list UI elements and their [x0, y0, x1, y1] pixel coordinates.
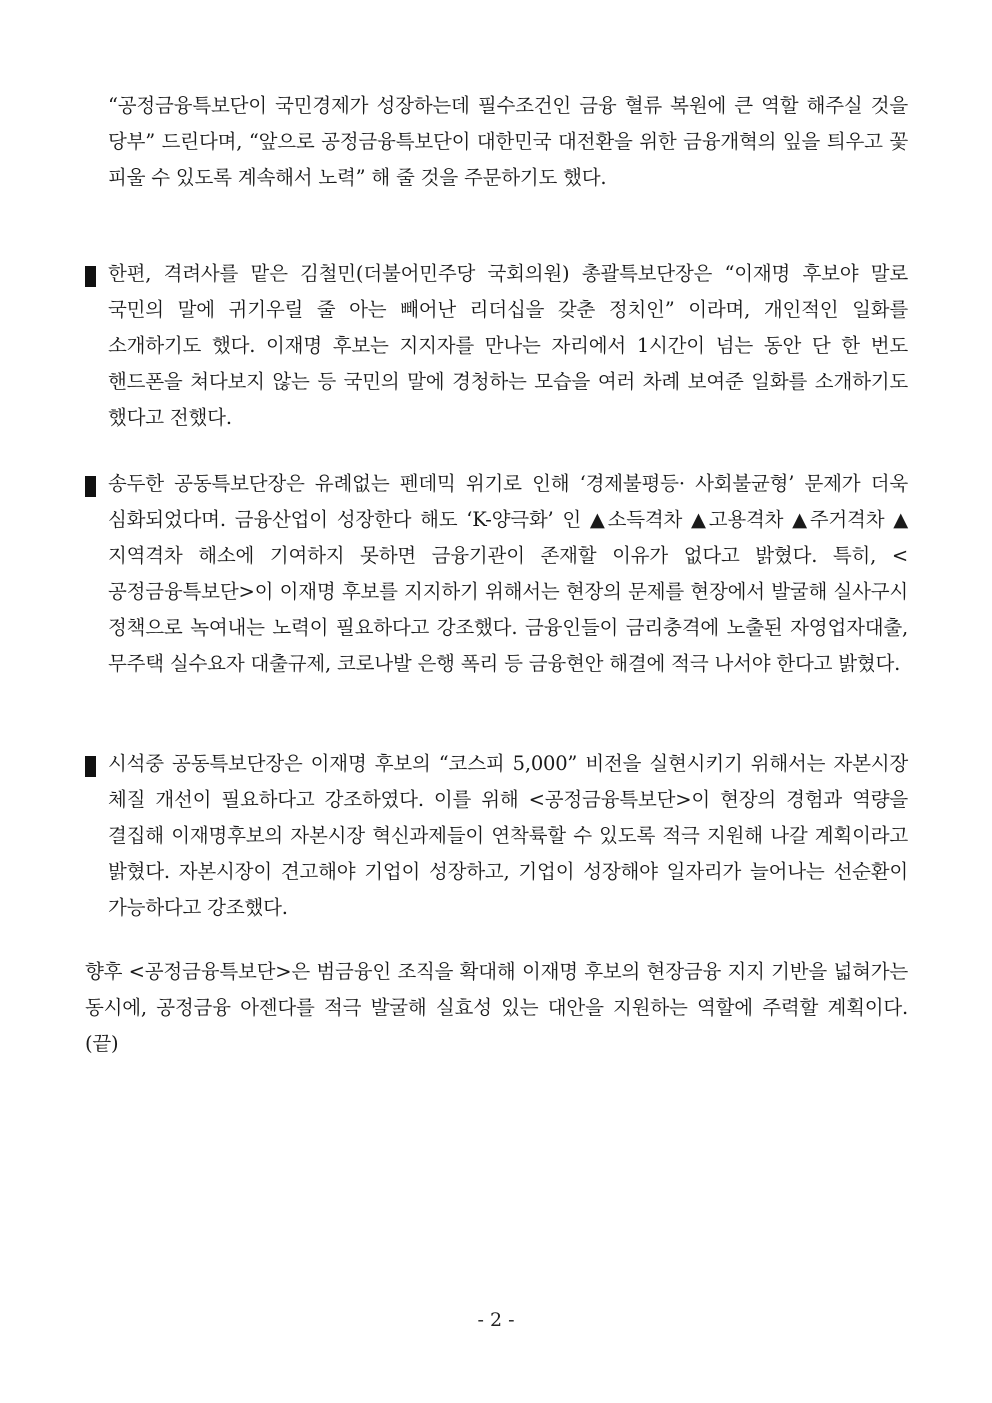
paragraph-song-duhan: 송두한 공동특보단장은 유례없는 펜데믹 위기로 인해 ‘경제불평등· 사회불균형’ 문제가 더욱 심화되었다며. 금융산업이 성장한다 해도 ‘K-양극화’ 인 ▲소득격차 ▲고용격차 ▲주거격차 ▲지역격차 해소에 기여하지 못하면 금융기관이 존재할 이유가 없다고 밝혔다. 특히, <공정금융특보단>이 이재명 후보를 지지하기 위해서는 현장의 문제를 현장에서 발굴해 실사구시 정책으로 녹여내는 노력이 필요하다고 강조했다. 금융인들이 금리충격에 노출된 자영업자대출, 무주택 실수요자 대출규제, 코로나발 은행 폭리 등 금융현안 해결에 적극 나서야 한다고 밝혔다. [108, 472, 908, 675]
paragraph-si-seokjung: 시석중 공동특보단장은 이재명 후보의 “코스피 5,000” 비전을 실현시키기 위해서는 자본시장 체질 개선이 필요하다고 강조하였다. 이를 위해 <공정금융특보단>이 현장의 경험과 역량을 결집해 이재명후보의 자본시장 혁신과제들이 연착륙할 수 있도록 적극 지원해 나갈 계획이라고 밝혔다. 자본시장이 견고해야 기업이 성장하고, 기업이 성장해야 일자리가 늘어나는 선순환이 가능하다고 강조했다. [108, 752, 908, 919]
square-bullet-icon [85, 756, 96, 777]
paragraph-kim-cheolmin: 한편, 격려사를 맡은 김철민(더불어민주당 국회의원) 총괄특보단장은 “이재명 후보야 말로 국민의 말에 귀기우릴 줄 아는 빼어난 리더십을 갖춘 정치인” 이라며, 개인적인 일화를 소개하기도 했다. 이재명 후보는 지지자를 만나는 자리에서 1시간이 넘는 동안 단 한 번도 핸드폰을 쳐다보지 않는 등 국민의 말에 경청하는 모습을 여러 차례 보여준 일화를 소개하기도 했다고 전했다. [108, 262, 908, 429]
square-bullet-icon [85, 476, 96, 497]
paragraph-future-plan: 향후 <공정금융특보단>은 범금융인 조직을 확대해 이재명 후보의 현장금융 지지 기반을 넓혀가는 동시에, 공정금융 아젠다를 적극 발굴해 실효성 있는 대안을 지원하는 역할에 주력할 계획이다. (끝) [85, 960, 908, 1055]
paragraph-quote-closing: “공정금융특보단이 국민경제가 성장하는데 필수조건인 금융 혈류 복원에 큰 역할 해주실 것을 당부” 드린다며, “앞으로 공정금융특보단이 대한민국 대전환을 위한 금융개혁의 잎을 틔우고 꽃 피울 수 있도록 계속해서 노력” 해 줄 것을 주문하기도 했다. [108, 94, 908, 189]
page-number: - 2 - [477, 1309, 515, 1331]
square-bullet-icon [85, 266, 96, 287]
